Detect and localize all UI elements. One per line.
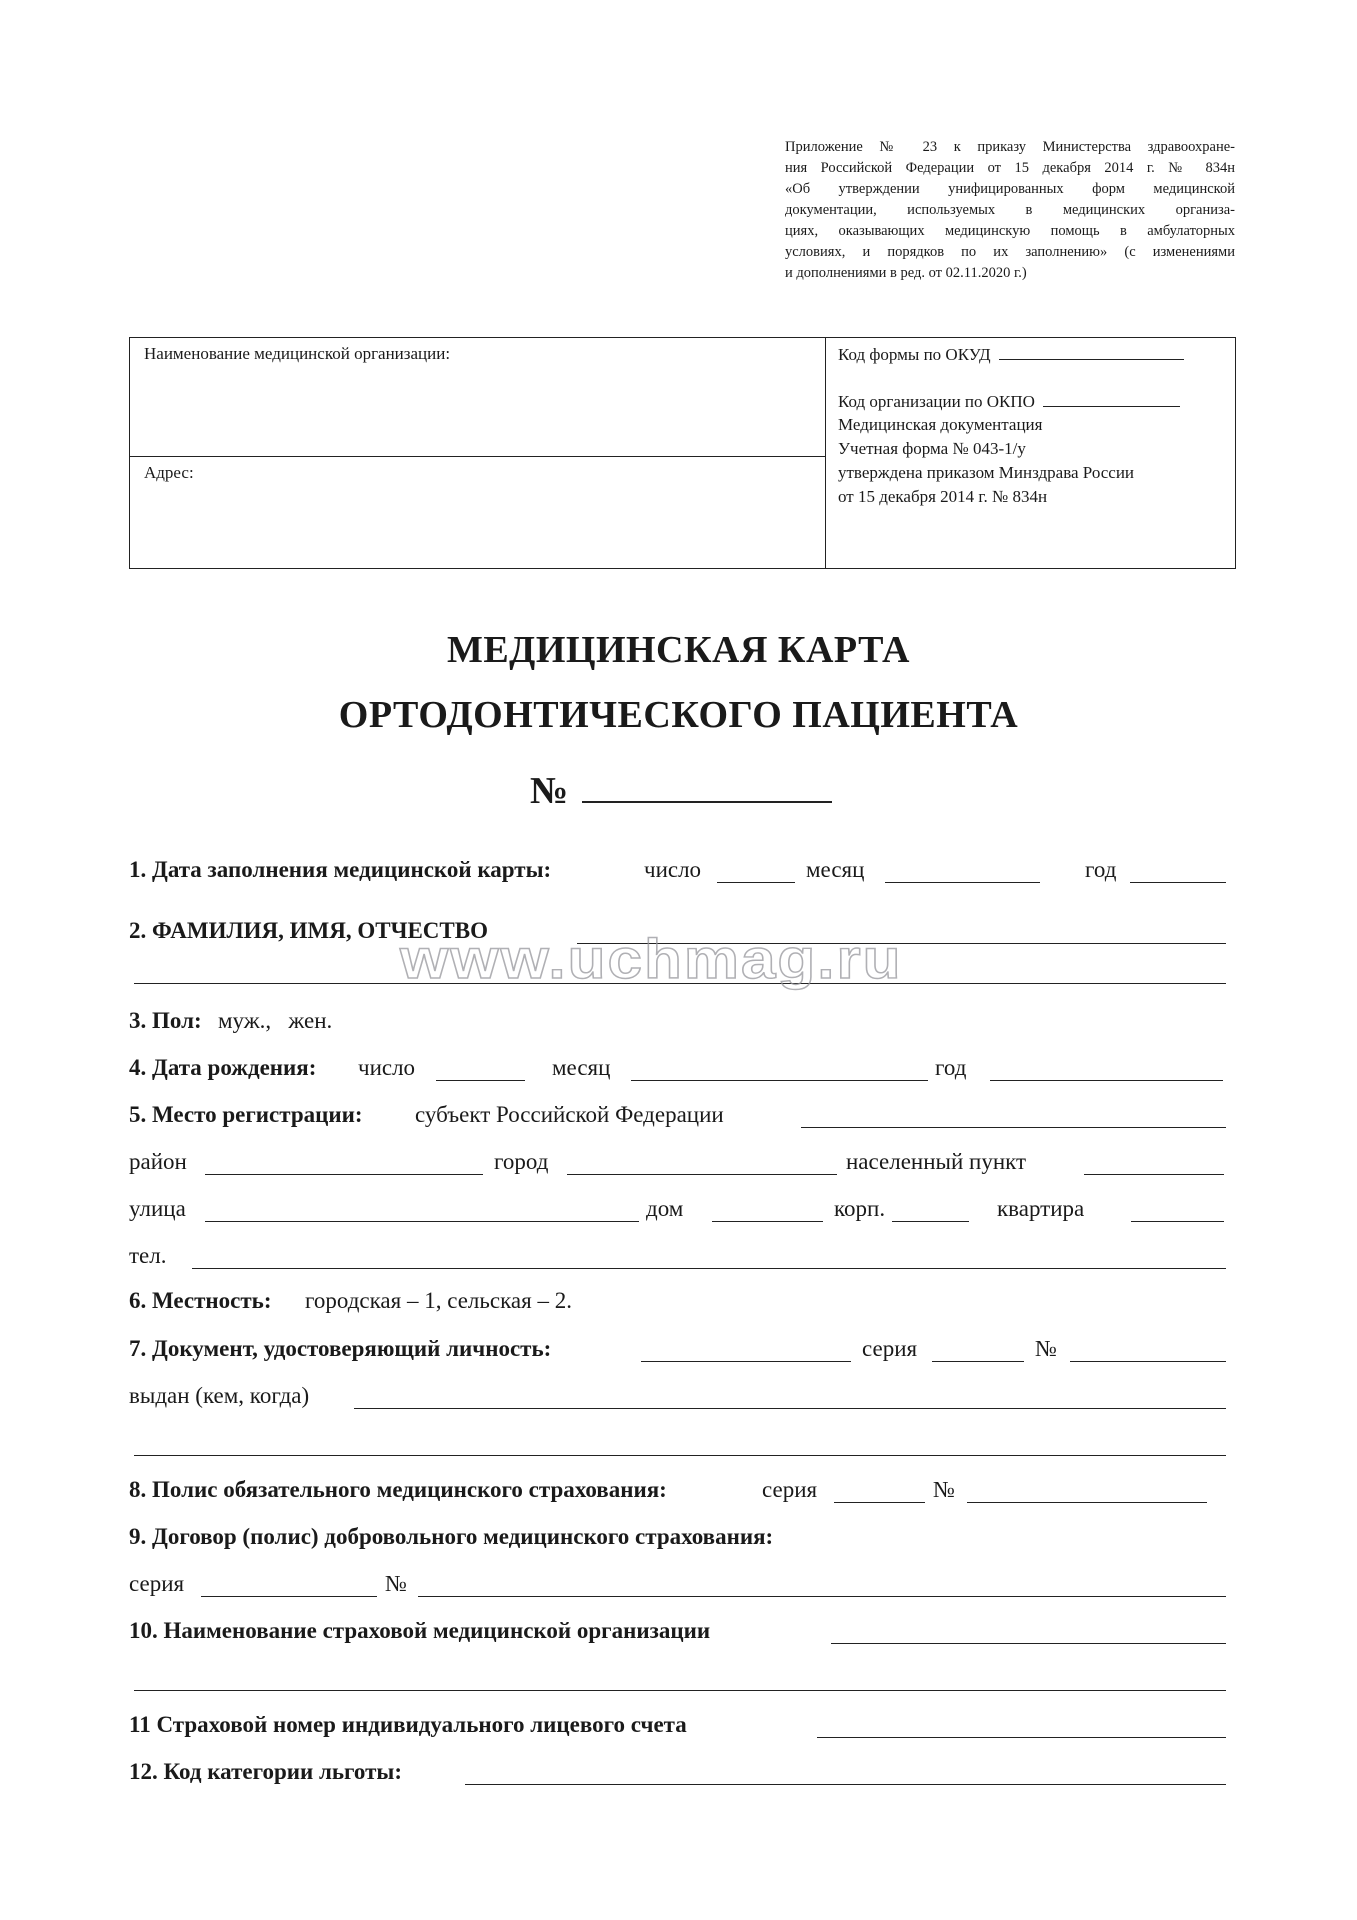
field-12-label: 12. Код категории льготы: xyxy=(129,1759,403,1784)
field-5-district-label: район xyxy=(129,1149,187,1174)
field-3-label: 3. Пол: xyxy=(129,1008,202,1033)
address-label: Адрес: xyxy=(144,463,194,482)
field-9-number-blank[interactable] xyxy=(418,1596,1226,1597)
field-5-row-locality xyxy=(129,1147,1236,1177)
field-7-row-issued-continued xyxy=(129,1428,1236,1458)
header-box xyxy=(129,337,1236,569)
field-5-settlement-label: населенный пункт xyxy=(846,1149,1027,1174)
field-6-options: городская – 1, сельская – 2. xyxy=(305,1288,572,1313)
field-8-series-blank[interactable] xyxy=(834,1502,925,1503)
field-5-street-blank[interactable] xyxy=(205,1221,639,1222)
field-1-year-label: год xyxy=(1085,857,1117,882)
field-7-issued-blank-2[interactable] xyxy=(134,1455,1226,1456)
field-9-series-label: серия xyxy=(129,1571,185,1596)
field-11-blank[interactable] xyxy=(817,1737,1226,1738)
appendix-line: условиях, и порядков по их заполнению» (с изменениями xyxy=(785,244,1235,260)
field-5-building-label: корп. xyxy=(834,1196,886,1221)
field-6-row xyxy=(129,1286,1236,1316)
field-7-row-issued xyxy=(129,1381,1236,1411)
field-5-row-phone xyxy=(129,1241,1236,1271)
field-9-series-blank[interactable] xyxy=(201,1596,377,1597)
field-5-settlement-blank[interactable] xyxy=(1084,1174,1224,1175)
field-5-district-blank[interactable] xyxy=(205,1174,483,1175)
field-4-day-blank[interactable] xyxy=(436,1080,525,1081)
field-4-month-label: месяц xyxy=(552,1055,611,1080)
doc-type-line: Медицинская документация xyxy=(838,415,1043,434)
field-7-number-blank[interactable] xyxy=(1070,1361,1226,1362)
field-4-row xyxy=(129,1053,1236,1083)
field-7-document-blank[interactable] xyxy=(641,1361,851,1362)
field-11-row xyxy=(129,1710,1236,1740)
org-name-label: Наименование медицинской организации: xyxy=(144,344,451,363)
field-5-building-blank[interactable] xyxy=(892,1221,969,1222)
field-1-day-label: число xyxy=(644,857,702,882)
approval-date-line: от 15 декабря 2014 г. № 834н xyxy=(838,487,1048,506)
field-5-row xyxy=(129,1100,1236,1130)
header-divider-horizontal xyxy=(130,456,825,457)
field-5-city-blank[interactable] xyxy=(567,1174,837,1175)
field-11-label: 11 Страховой номер индивидуального лицевого счета xyxy=(129,1712,687,1737)
field-7-series-blank[interactable] xyxy=(932,1361,1024,1362)
field-12-row xyxy=(129,1757,1236,1787)
field-5-apartment-blank[interactable] xyxy=(1131,1221,1224,1222)
field-9-number-label: № xyxy=(385,1571,407,1596)
appendix-line: документации, используемых в медицинских организа- xyxy=(785,202,1235,218)
field-5-street-label: улица xyxy=(129,1196,186,1221)
field-7-row xyxy=(129,1334,1236,1364)
field-1-year-blank[interactable] xyxy=(1130,882,1226,883)
card-number-blank[interactable] xyxy=(582,765,832,803)
field-4-year-label: год xyxy=(935,1055,967,1080)
field-7-issued-blank[interactable] xyxy=(354,1408,1226,1409)
field-10-label: 10. Наименование страховой медицинской организации xyxy=(129,1618,711,1643)
header-divider-vertical xyxy=(825,338,826,568)
appendix-line: «Об утверждении унифицированных форм медицинской xyxy=(785,181,1235,197)
field-5-house-blank[interactable] xyxy=(712,1221,823,1222)
field-9-label: 9. Договор (полис) добровольного медицинского страхования: xyxy=(129,1524,774,1549)
okpo-field[interactable] xyxy=(838,388,1180,414)
field-4-month-blank[interactable] xyxy=(631,1080,928,1081)
appendix-line: Приложение № 23 к приказу Министерства здравоохране- xyxy=(785,139,1235,155)
field-5-phone-label: тел. xyxy=(129,1243,167,1268)
field-6-label: 6. Местность: xyxy=(129,1288,272,1313)
field-8-number-blank[interactable] xyxy=(967,1502,1207,1503)
approval-line: утверждена приказом Минздрава России xyxy=(838,463,1135,482)
field-5-phone-blank[interactable] xyxy=(192,1268,1226,1269)
field-10-row xyxy=(129,1616,1236,1646)
field-5-subject-label: субъект Российской Федерации xyxy=(415,1102,724,1127)
field-4-label: 4. Дата рождения: xyxy=(129,1055,317,1080)
field-5-row-street xyxy=(129,1194,1236,1224)
field-3-row xyxy=(129,1006,1236,1036)
okpo-blank[interactable] xyxy=(1043,388,1180,407)
appendix-line: ния Российской Федерации от 15 декабря 2014 г. № 834н xyxy=(785,160,1235,176)
field-10-blank[interactable] xyxy=(831,1643,1226,1644)
field-3-options[interactable]: муж., жен. xyxy=(218,1008,333,1033)
appendix-line: и дополнениями в ред. от 02.11.2020 г.) xyxy=(785,265,1027,281)
field-7-issued-label: выдан (кем, когда) xyxy=(129,1383,310,1408)
field-7-series-label: серия xyxy=(862,1336,918,1361)
field-5-subject-blank[interactable] xyxy=(801,1127,1226,1128)
okud-field[interactable] xyxy=(838,341,1184,367)
card-number-label: № xyxy=(530,770,569,812)
field-10-blank-2[interactable] xyxy=(134,1690,1226,1691)
field-8-series-label: серия xyxy=(762,1477,818,1502)
field-5-city-label: город xyxy=(494,1149,549,1174)
field-1-day-blank[interactable] xyxy=(717,882,795,883)
field-1-label: 1. Дата заполнения медицинской карты: xyxy=(129,857,552,882)
document-title-line1: МЕДИЦИНСКАЯ КАРТА xyxy=(446,629,911,671)
field-7-number-label: № xyxy=(1035,1336,1057,1361)
document-title-line2: ОРТОДОНТИЧЕСКОГО ПАЦИЕНТА xyxy=(338,694,1019,736)
field-5-label: 5. Место регистрации: xyxy=(129,1102,363,1127)
field-5-house-label: дом xyxy=(646,1196,684,1221)
field-7-label: 7. Документ, удостоверяющий личность: xyxy=(129,1336,552,1361)
field-4-year-blank[interactable] xyxy=(990,1080,1223,1081)
okpo-label: Код организации по ОКПО xyxy=(838,392,1035,411)
form-number-line: Учетная форма № 043-1/у xyxy=(838,439,1026,458)
field-9-row xyxy=(129,1522,1236,1552)
field-5-apartment-label: квартира xyxy=(997,1196,1085,1221)
appendix-line: циях, оказывающих медицинскую помощь в амбулаторных xyxy=(785,223,1235,239)
okud-label: Код формы по ОКУД xyxy=(838,345,991,364)
field-2-label: 2. ФАМИЛИЯ, ИМЯ, ОТЧЕСТВО xyxy=(129,918,488,943)
field-8-label: 8. Полис обязательного медицинского страхования: xyxy=(129,1477,667,1502)
card-number-field[interactable] xyxy=(530,765,832,813)
field-1-row xyxy=(129,855,1236,885)
field-4-day-label: число xyxy=(358,1055,416,1080)
field-10-row-continued xyxy=(129,1663,1236,1693)
watermark: www.uchmag.ru xyxy=(400,928,903,991)
field-8-number-label: № xyxy=(933,1477,955,1502)
field-1-month-blank[interactable] xyxy=(885,882,1040,883)
field-1-month-label: месяц xyxy=(806,857,865,882)
field-8-row xyxy=(129,1475,1236,1505)
field-9-row-details xyxy=(129,1569,1236,1599)
appendix-note xyxy=(785,137,1235,284)
field-12-blank[interactable] xyxy=(465,1784,1226,1785)
okud-blank[interactable] xyxy=(999,341,1184,360)
